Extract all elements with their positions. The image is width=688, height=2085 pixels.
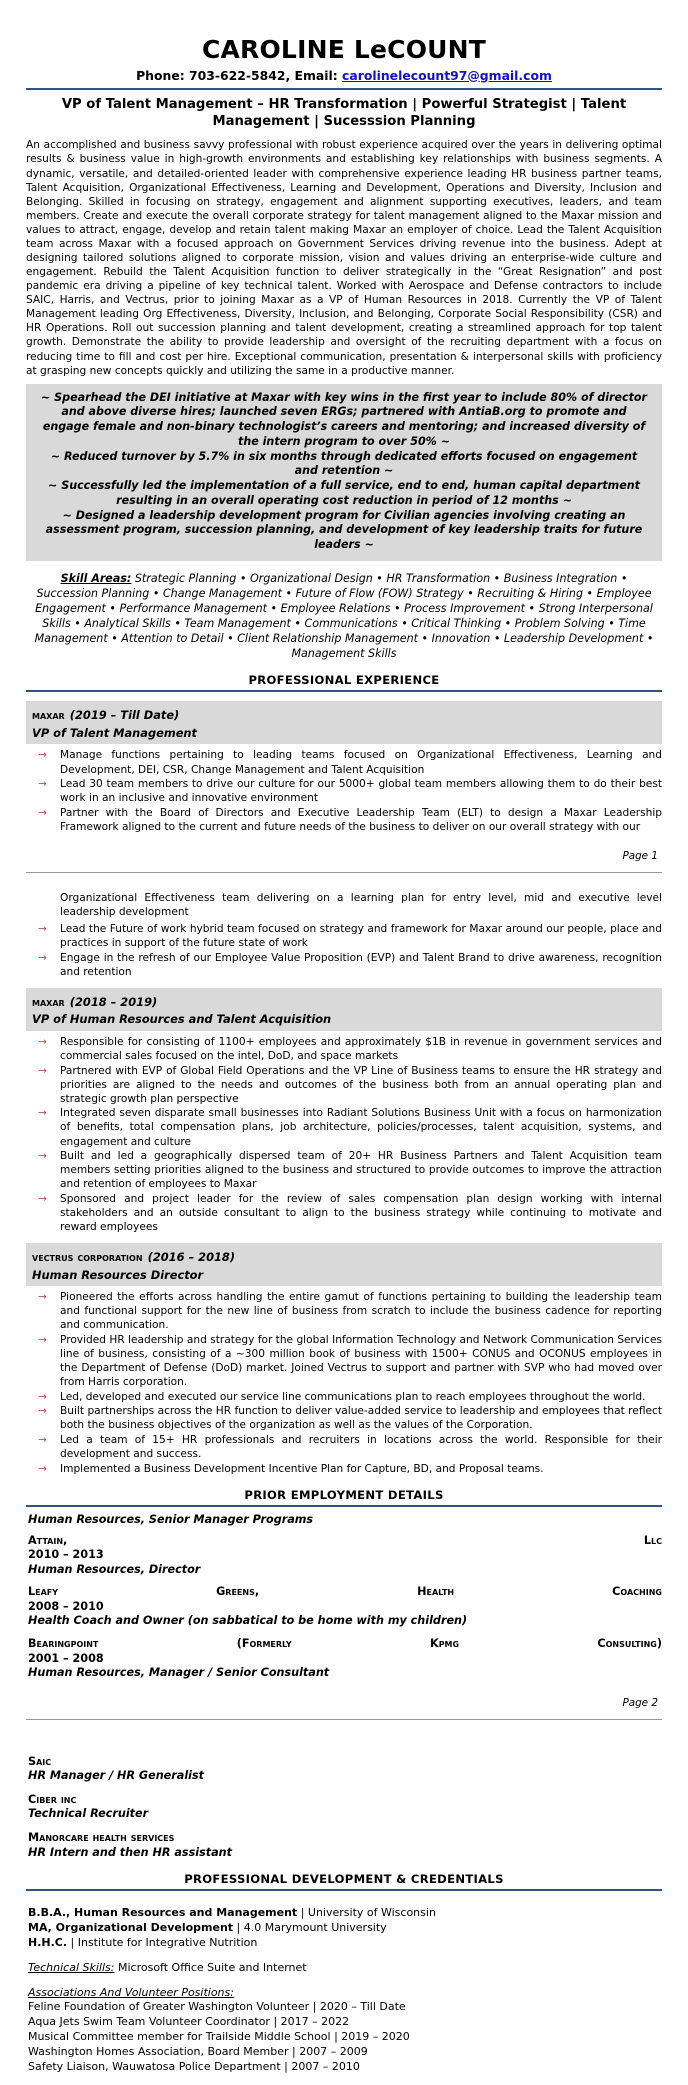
job-bullets-vectrus — [26, 1290, 662, 1476]
job-bullets-maxar-2018 — [26, 1035, 662, 1234]
page-break-divider — [26, 872, 662, 873]
bullet-text: Led a team of 15+ HR professionals and recruiters in locations across the world. Responsible for their development and success. — [60, 1433, 662, 1460]
arrow-bullet-icon: → — [38, 1333, 47, 1346]
degree-institution: | Institute for Integrative Nutrition — [67, 1936, 258, 1950]
arrow-bullet-icon: → — [38, 1462, 47, 1475]
highlight-item: ~ Successfully led the implementation of a full service, end to end, human capital department resulting in an overall operating cost reduction in period of 12 months ~ — [48, 479, 640, 507]
prior-years: 2008 – 2010 — [28, 1599, 104, 1613]
association-item: Washington Homes Association, Board Member | 2007 – 2009 — [28, 2045, 368, 2059]
prior-company-part: Bearingpoint — [28, 1637, 99, 1650]
arrow-bullet-icon: → — [38, 923, 47, 936]
prior-lead-role: Human Resources, Senior Manager Programs — [28, 1512, 314, 1526]
degree-name: H.H.C. — [28, 1936, 68, 1950]
degree-institution: | University of Wisconsin — [297, 1906, 436, 1920]
bullet-item — [26, 1192, 662, 1234]
technical-skills — [28, 1960, 662, 1975]
job-header-maxar-2018 — [26, 988, 662, 1031]
bullet-continuation-text: Organizational Effectiveness team delivering on a learning plan for entry level, mid and executive level leadership development — [60, 891, 662, 918]
prior-company-name: Attain, — [28, 1533, 68, 1547]
prior-entry-bearingpoint — [28, 1637, 662, 1681]
prior-entry-ciber — [28, 1793, 662, 1822]
prior-entry-attain — [28, 1534, 662, 1578]
credential-line — [28, 1905, 662, 1920]
degree-name: B.B.A., Human Resources and Management — [28, 1906, 298, 1920]
association-item: Feline Foundation of Greater Washington Volunteer | 2020 – Till Date — [28, 1999, 406, 2013]
prior-company-suffix: llc — [643, 1533, 662, 1547]
job-title: VP of Talent Management — [32, 725, 197, 740]
job-header-maxar-2019 — [26, 701, 662, 744]
arrow-bullet-icon: → — [38, 778, 47, 791]
bullet-item — [26, 1035, 662, 1063]
bullet-text: Engage in the refresh of our Employee Value Proposition (EVP) and Talent Brand to drive awareness, recognition and retention — [60, 951, 662, 978]
arrow-bullet-icon: → — [38, 1291, 47, 1304]
credential-line — [28, 1920, 662, 1935]
job-bullets-maxar-2019 — [26, 748, 662, 833]
credential-line — [28, 1935, 662, 1950]
bullet-item — [26, 806, 662, 834]
section-divider — [26, 1505, 662, 1507]
arrow-bullet-icon: → — [38, 749, 47, 762]
arrow-bullet-icon: → — [38, 1405, 47, 1418]
prior-title: Health Coach and Owner (on sabbatical to be home with my children) — [28, 1614, 468, 1628]
bullet-item — [26, 1106, 662, 1148]
prior-title: HR Intern and then HR assistant — [28, 1845, 232, 1859]
bullet-text: Built partnerships across the HR function to deliver value-added service to leadership and employees that reflect both the business objectives of the organization as well as the values of the Corporation. — [60, 1405, 662, 1432]
key-highlights-band — [26, 384, 662, 561]
prior-title: Human Resources, Director — [28, 1562, 201, 1576]
prior-years: 2010 – 2013 — [28, 1548, 104, 1562]
prior-company-row — [28, 1585, 662, 1600]
prior-company-name: Manorcare health services — [28, 1830, 175, 1844]
highlight-item: ~ Reduced turnover by 5.7% in six months through dedicated efforts focused on engagement and retention ~ — [50, 449, 638, 478]
arrow-bullet-icon: → — [38, 806, 47, 819]
prior-company-row — [28, 1637, 662, 1652]
bullet-text: Led, developed and executed our service line communications plan to reach employees throughout the world. — [60, 1390, 646, 1403]
association-item: Safety Liaison, Wauwatosa Police Department | 2007 – 2010 — [28, 2060, 360, 2074]
prior-company-part: coaching — [612, 1585, 662, 1599]
association-item: Aqua Jets Swim Team Volunteer Coordinator | 2017 – 2022 — [28, 2014, 350, 2028]
associations-label: Associations And Volunteer Positions: — [28, 1985, 234, 1999]
prior-entry-leafy-greens — [28, 1585, 662, 1629]
arrow-bullet-icon: → — [38, 951, 47, 964]
bullet-text: Integrated seven disparate small businesses into Radiant Solutions Business Unit with a focus on harmonization of benefits, total compensation plans, job architecture, policies/processes, talent acquisition, systems, and engagement and culture — [60, 1107, 662, 1148]
bullet-text: Pioneered the efforts across handling the entire gamut of functions pertaining to building the leadership team and functional support for the new line of business from scratch to include the business cadence for reporting and communication. — [60, 1291, 662, 1332]
page-footer-1: Page 1 — [622, 849, 658, 862]
job-header-vectrus — [26, 1243, 662, 1286]
header-divider — [26, 88, 662, 90]
association-item: Musical Committee member for Trailside Middle School | 2019 – 2020 — [28, 2030, 410, 2044]
highlight-item: ~ Spearhead the DEI initiative at Maxar with key wins in the first year to include 80% of director and above diverse hires; launched seven ERGs; partnered with AntiaB.org to promote and engage female and non-binary technologist’s careers and mentoring; and increased diversity of the intern program to over 50% ~ — [41, 390, 647, 448]
arrow-bullet-icon: → — [38, 1150, 47, 1163]
section-divider — [26, 1889, 662, 1891]
arrow-bullet-icon: → — [38, 1433, 47, 1446]
arrow-bullet-icon: → — [38, 1035, 47, 1048]
job-company: vectrus corporation — [32, 1250, 143, 1265]
spacer — [26, 1897, 662, 1905]
bullet-text: Lead the Future of work hybrid team focused on strategy and framework for Maxar around our people, place and practices in support of the future state of work — [60, 923, 662, 950]
prior-entry-manorcare — [28, 1831, 662, 1860]
job-dates: (2019 – Till Date) — [69, 708, 180, 723]
job-bullets-maxar-2019-continued — [26, 922, 662, 979]
technical-skills-value: Microsoft Office Suite and Internet — [114, 1960, 307, 1974]
bullet-item — [26, 1149, 662, 1191]
prior-company-part: Leafy — [28, 1585, 59, 1599]
bullet-text: Sponsored and project leader for the review of sales compensation plan design working with internal stakeholders and an outside consultant to align to the business strategy while continuing to motivate and reward employees — [60, 1192, 662, 1233]
arrow-bullet-icon: → — [38, 1064, 47, 1077]
spacer — [26, 883, 662, 891]
arrow-bullet-icon: → — [38, 1192, 47, 1205]
prior-company-part: health — [417, 1585, 455, 1599]
bullet-item — [26, 922, 662, 950]
section-title-prior-employment: PRIOR EMPLOYMENT DETAILS — [244, 1487, 444, 1502]
technical-skills-label: Technical Skills: — [28, 1960, 115, 1974]
page-break-divider — [26, 1719, 662, 1720]
bullet-item — [26, 1433, 662, 1461]
job-dates: (2018 – 2019) — [69, 994, 158, 1009]
prior-company-part: kpmg — [430, 1637, 460, 1650]
degree-institution: | 4.0 Marymount University — [233, 1921, 387, 1935]
prior-company-name: Ciber inc — [28, 1792, 77, 1806]
prior-entry-saic — [28, 1755, 662, 1784]
email-link[interactable]: carolinelecount97@gmail.com — [342, 67, 552, 83]
contact-prefix: Phone: 703-622-5842, Email: — [136, 67, 343, 83]
prior-company-part: greens, — [216, 1585, 260, 1599]
prior-company-row — [28, 1534, 662, 1549]
highlight-item: ~ Designed a leadership development program for Civilian agencies involving creating an assessment program, succession planning, and development of key leadership traits for future leaders ~ — [45, 508, 643, 552]
bullet-item — [26, 777, 662, 805]
degree-name: MA, Organizational Development — [28, 1921, 234, 1935]
bullet-item — [26, 1333, 662, 1389]
bullet-text: Lead 30 team members to drive our culture for our 5000+ global team members allowing them to do their best work in an inclusive and innovative environment — [60, 778, 662, 805]
prior-title: HR Manager / HR Generalist — [28, 1769, 204, 1783]
bullet-item — [26, 1290, 662, 1332]
bullet-text: Manage functions pertaining to leading teams focused on Organizational Effectiveness, Learning and Development, DEI, CSR, Change Management and Talent Acquisition — [60, 749, 662, 776]
skill-areas-list: Strategic Planning • Organizational Design • HR Transformation • Business Integration • Succession Planning • Change Management • Future of Flow (FOW) Strategy • Recruiting & Hiring • Employee Engagement • Performance Management • Employee Relations • Process Improvement • Strong Interpersonal Skills • Analytical Skills • Team Management • Communications • Critical Thinking • Problem Solving • Time Management • Attention to Detail • Client Relationship Management • Innovation • Leadership Development • Management Skills — [34, 571, 654, 661]
bullet-text: Partnered with EVP of Global Field Operations and the VP Line of Business teams to ensure the HR strategy and priorities are aligned to the needs and outcomes of the business both from an annual operating plan and strategic growth plan perspective — [60, 1064, 662, 1105]
job-company: maxar — [32, 708, 65, 723]
prior-title: Human Resources, Manager / Senior Consultant — [28, 1666, 330, 1680]
bullet-text: Provided HR leadership and strategy for the global Information Technology and Network Communication Services line of business, consisting of a ~300 million book of business with 1500+ CONUS and OCONUS employees in the Department of Defense (DoD) market. Joined Vectrus to support and partner with SVP who had moved over from Harris corporation. — [60, 1333, 662, 1389]
prior-company-name: Saic — [28, 1754, 52, 1768]
headline: VP of Talent Management – HR Transformation | Powerful Strategist | Talent Management | Sucesssion Planning — [61, 96, 627, 129]
prior-company-part: consulting) — [597, 1637, 662, 1650]
arrow-bullet-icon: → — [38, 1107, 47, 1120]
section-divider — [26, 690, 662, 692]
job-dates: (2016 – 2018) — [147, 1250, 236, 1265]
page-footer-2: Page 2 — [622, 1696, 658, 1709]
professional-summary: An accomplished and business savvy professional with robust experience acquired over the years in delivering optimal results & business value in high-growth environments and establishing key relationships with business segments. A dynamic, versatile, and detailed-oriented leader with comprehensive experience leading HR business partner teams, Talent Acquisition, Organizational Effectiveness, Learning and Development, Operations and Diversity, Inclusion and Belonging. Skilled in focusing on strategy, engagement and alignment supporting executives, leaders, and team members. Create and execute the overall corporate strategy for talent management aligned to the Maxar mission and values to attract, engage, develop and retain talent making Maxar an employer of choice. Lead the Talent Acquisition team across Maxar with a focused approach on Government Services driving revenue into the business. Adept at designing tailored solutions aligned to corporate mission, vision and values driving an enterprise-wide culture and engagement. Rebuild the Talent Acquisition function to deliver strategically in the “Great Resignation” and post pandemic era driving a pipeline of key technical talent. Worked with Aerospace and Defense contractors to include SAIC, Harris, and Vectrus, prior to joining Maxar as a VP of Human Resources in 2018. Currently the VP of Talent Management leading Org Effectiveness, Diversity, Inclusion, and Belonging, Corporate Social Responsibility (CSR) and HR Operations. Roll out succession planning and talent development, creating a streamlined approach for top talent growth. Demonstrate the ability to provide leadership and oversight of the recruiting department with a focus on reducing time to fill and cost per hire. Exceptional communication, presentation & interpersonal skills with proficiency at grasping new concepts quickly and utilizing the same in a productive manner. — [26, 139, 662, 377]
bullet-item — [26, 1390, 662, 1404]
bullet-item — [26, 1064, 662, 1106]
bullet-text: Built and led a geographically dispersed team of 20+ HR Business Partners and Talent Acquisition team members setting priorities aligned to the business and structured to provide outcomes to improve the attraction and retention of employees to Maxar — [60, 1150, 662, 1191]
prior-title: Technical Recruiter — [28, 1807, 149, 1821]
spacer — [26, 1730, 662, 1746]
bullet-item — [26, 748, 662, 776]
job-company: maxar — [32, 994, 65, 1009]
arrow-bullet-icon: → — [38, 1390, 47, 1403]
prior-company-part: (formerly — [236, 1637, 292, 1650]
contact-line — [26, 68, 662, 83]
section-title-professional-experience: PROFESSIONAL EXPERIENCE — [248, 673, 440, 688]
skill-areas-label: Skill Areas: — [60, 571, 132, 585]
job-title: VP of Human Resources and Talent Acquisition — [32, 1012, 332, 1027]
bullet-text: Partner with the Board of Directors and Executive Leadership Team (ELT) to design a Maxar Leadership Framework aligned to the current and future needs of the business to deliver on our overall strategy with our — [60, 806, 662, 833]
bullet-item — [26, 1404, 662, 1432]
skill-areas — [30, 571, 658, 661]
section-title-credentials: PROFESSIONAL DEVELOPMENT & CREDENTIALS — [184, 1872, 504, 1887]
bullet-text: Implemented a Business Development Incentive Plan for Capture, BD, and Proposal teams. — [60, 1462, 544, 1475]
bullet-item — [26, 951, 662, 979]
prior-years: 2001 – 2008 — [28, 1651, 104, 1665]
bullet-text: Responsible for consisting of 1100+ employees and approximately $1B in revenue in government services and commercial sales focused on the intel, DoD, and space markets — [60, 1035, 662, 1063]
job-title: Human Resources Director — [32, 1267, 204, 1282]
bullet-item — [26, 1462, 662, 1476]
candidate-name: CAROLINE LeCOUNT — [201, 35, 487, 64]
